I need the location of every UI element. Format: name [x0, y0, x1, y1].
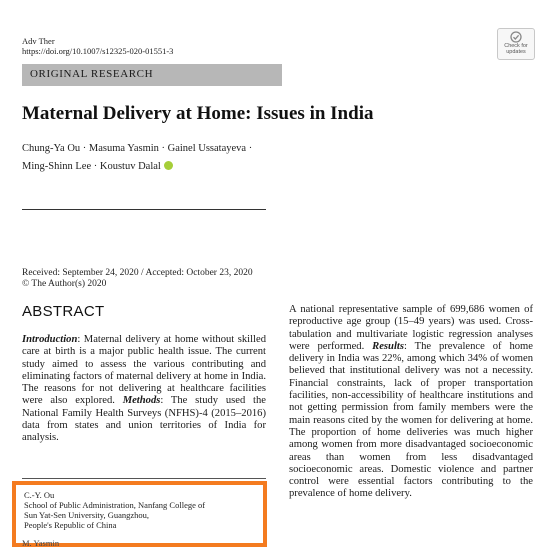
section-label: ORIGINAL RESEARCH [30, 68, 154, 80]
authors-line2-text: Ming-Shinn Lee · Koustuv Dalal [22, 161, 161, 172]
header-rule [22, 209, 266, 210]
affiliation-author: C.-Y. Ou [24, 490, 55, 500]
orcid-icon[interactable] [164, 161, 173, 170]
affiliation-line1: School of Public Administration, Nanfang College of [24, 500, 206, 510]
methods-label: Methods [122, 395, 161, 407]
badge-line1: Check for [504, 43, 528, 49]
abstract-left-column [22, 334, 266, 445]
affiliation-text [24, 490, 205, 530]
authors-line2 [22, 161, 173, 172]
affiliation-line2: Sun Yat-Sen University, Guangzhou, [24, 510, 150, 520]
results-label: Results [372, 340, 404, 352]
paper-title: Maternal Delivery at Home: Issues in India [22, 103, 374, 124]
doi-link[interactable]: https://doi.org/10.1007/s12325-020-01551-3 [22, 46, 174, 56]
next-affiliation-cut: M. Yasmin [22, 538, 60, 548]
copyright: © The Author(s) 2020 [22, 279, 107, 289]
section-label-bar [22, 64, 282, 86]
badge-line2: updates [506, 49, 526, 55]
authors-line1: Chung-Ya Ou · Masuma Yasmin · Gainel Ussatayeva · [22, 143, 253, 154]
results-text: : The prevalence of home delivery in India was 22%, among which 34% of women believed that institutional delivery was not a necessity. Financial constraints, lack of proper transportation facilities, non-accessibility of healthcare institutions and not getting permission from family members were the main reasons cited by the women for delivering at home. The proportion of home deliveries was much higher among women from more disadvantaged socioeconomic areas than women from less disadvantaged socioeconomic areas. Domestic violence and partner control were essential factors contributing to the prevalence of home delivery. [289, 340, 533, 500]
methods-continuation: A national representative sample of 699,686 women of reproductive age group (15–49 years) was used. Cross-tabulation and multivariate logistic regression analyses were performed. [289, 304, 533, 352]
methods-text: : The study used the National Family Health Surveys (NFHS)-4 (2015–2016) data from states and union territories of India for analysis. [22, 395, 266, 444]
affiliation-rule [22, 478, 266, 479]
intro-label: Introduction [22, 334, 78, 345]
check-for-updates-icon [510, 31, 522, 43]
received-accepted: Received: September 24, 2020 / Accepted: October 23, 2020 [22, 268, 253, 278]
abstract-right-column [289, 304, 533, 501]
affiliation-line3: People's Republic of China [24, 520, 117, 530]
intro-text: : Maternal delivery at home without skilled care at birth is a major public health issue. The current study aimed to assess the various contributing and eliminating factors of maternal delivery at home in India. The reasons for not delivering at healthcare facilities were also explored. [22, 334, 266, 407]
abstract-heading: ABSTRACT [22, 303, 105, 320]
check-for-updates-badge[interactable] [497, 28, 535, 60]
journal-name: Adv Ther [22, 36, 55, 46]
